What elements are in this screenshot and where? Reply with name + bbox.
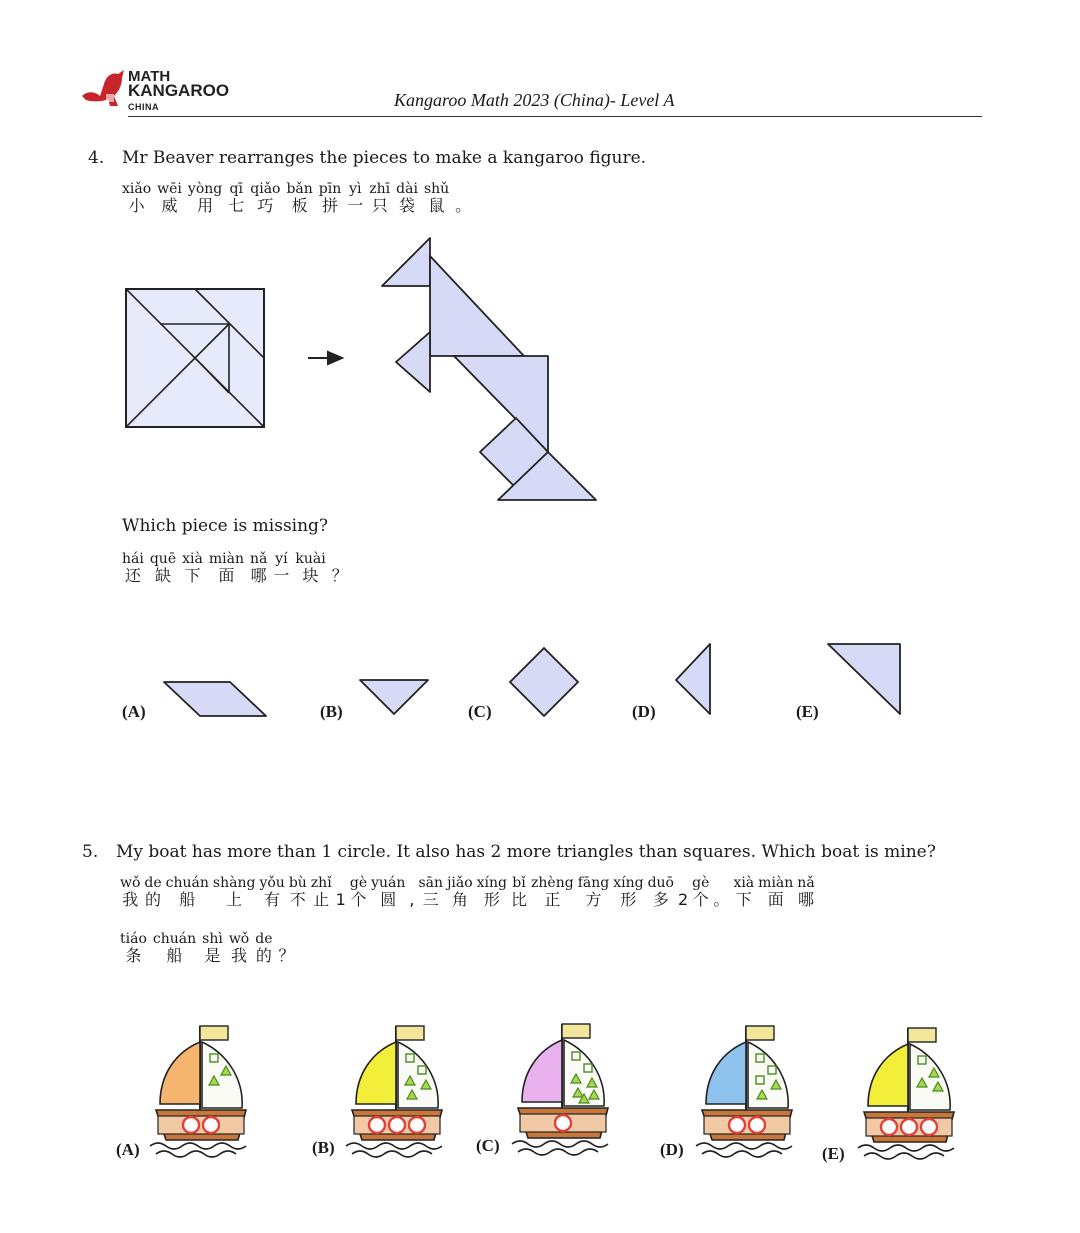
porthole-circle [369, 1117, 385, 1133]
boat-option-a[interactable] [150, 1026, 246, 1157]
q4-option-a-label[interactable]: (A) [122, 702, 146, 721]
flag [396, 1026, 424, 1040]
hanzi: 形 [483, 890, 500, 909]
pinyin: hái [122, 551, 144, 567]
hanzi: 拼 [322, 196, 339, 215]
pinyin: kuài [295, 551, 326, 567]
hanzi: 个 [692, 890, 709, 909]
boat-option-c[interactable] [512, 1024, 608, 1155]
wave [150, 1143, 246, 1149]
pinyin: tiáo [120, 931, 147, 947]
hanzi: 形 [620, 890, 637, 909]
pinyin: fāng [577, 875, 610, 891]
left-sail [356, 1042, 396, 1104]
q5-option-e-label[interactable]: (E) [822, 1144, 845, 1163]
wave [518, 1149, 598, 1155]
page-header-title: Kangaroo Math 2023 (China)- Level A [394, 90, 675, 110]
left-sail [706, 1042, 746, 1104]
porthole-circle [409, 1117, 425, 1133]
hanzi: 只 [371, 196, 388, 215]
q5-option-a-label[interactable]: (A) [116, 1140, 140, 1159]
pinyin: chuán [152, 931, 197, 947]
pinyin: qiǎo [250, 181, 281, 197]
hanzi: 下 [184, 566, 201, 585]
pinyin: qī [229, 181, 243, 197]
pinyin: wǒ [120, 875, 141, 891]
pinyin: de [144, 875, 162, 891]
pinyin: yuán [371, 875, 406, 891]
hanzi: 方 [585, 890, 602, 909]
pinyin: quē [149, 551, 177, 567]
q5-option-c-label[interactable]: (C) [476, 1136, 500, 1155]
pinyin: miàn [758, 875, 794, 891]
question-5-text: My boat has more than 1 circle. It also has 2 more triangles than squares. Which boat is mine? [116, 842, 936, 862]
left-sail [868, 1044, 908, 1106]
wave [702, 1151, 782, 1157]
flag [746, 1026, 774, 1040]
hanzi: 。 [455, 196, 472, 215]
wave [346, 1143, 442, 1149]
hanzi: 正 [544, 890, 561, 909]
q4-option-c-label[interactable]: (C) [468, 702, 492, 721]
hanzi: 比 [511, 890, 528, 909]
hanzi: 面 [218, 566, 235, 585]
q4-option-e-label[interactable]: (E) [796, 702, 819, 721]
pinyin: zhǐ [310, 875, 332, 891]
question-4-prompt: Which piece is missing? [122, 516, 329, 536]
pinyin: zhī [369, 181, 391, 197]
wave [156, 1151, 236, 1157]
question-5-number: 5. [82, 842, 99, 862]
porthole-circle [921, 1119, 937, 1135]
pinyin: de [255, 931, 273, 947]
porthole-circle [729, 1117, 745, 1133]
hull-stripe [158, 1116, 244, 1134]
hanzi: 鼠 [428, 196, 445, 215]
hanzi: 板 [291, 196, 308, 215]
pinyin: xià [733, 875, 755, 891]
pinyin: shì [202, 931, 223, 947]
boat-option-d[interactable] [696, 1026, 792, 1157]
hull-stripe [704, 1116, 790, 1134]
porthole-circle [555, 1115, 571, 1131]
hanzi: 下 [735, 890, 752, 909]
wave [696, 1143, 792, 1149]
right-sail [748, 1042, 788, 1108]
pinyin: xíng [613, 875, 644, 891]
hanzi: 。 [713, 890, 730, 909]
pinyin: yì [349, 181, 362, 197]
wave [864, 1153, 944, 1159]
hanzi: 2 [677, 890, 689, 909]
hanzi: 的 [255, 946, 272, 965]
left-sail [160, 1042, 200, 1104]
hanzi: 不 [289, 890, 306, 909]
porthole-circle [749, 1117, 765, 1133]
pinyin: sān [418, 875, 444, 891]
hanzi: 船 [179, 890, 196, 909]
pinyin: wǒ [228, 931, 250, 947]
question-4-text: Mr Beaver rearranges the pieces to make a kangaroo figure. [122, 148, 647, 168]
porthole-circle [901, 1119, 917, 1135]
pinyin: xiǎo [122, 181, 152, 197]
hanzi: 一 [347, 196, 364, 215]
pinyin: dài [396, 181, 418, 197]
porthole-circle [183, 1117, 199, 1133]
pinyin: jiǎo [447, 875, 473, 891]
hanzi: 有 [264, 890, 281, 909]
pinyin: bǐ [512, 875, 526, 891]
q5-option-b-label[interactable]: (B) [312, 1138, 335, 1157]
left-sail [522, 1040, 562, 1102]
hanzi: 角 [451, 890, 468, 909]
hanzi: 是 [204, 946, 221, 965]
pinyin: yí [275, 551, 288, 567]
pinyin: shǔ [423, 181, 450, 197]
hanzi: 圆 [380, 890, 397, 909]
pinyin: gè [349, 875, 368, 891]
flag [908, 1028, 936, 1042]
hanzi: 1 [335, 890, 346, 909]
hanzi: 船 [166, 946, 183, 965]
hanzi: 的 [145, 890, 162, 909]
question-4-number: 4. [88, 148, 105, 168]
hanzi: 小 [128, 196, 145, 215]
porthole-circle [389, 1117, 405, 1133]
pinyin: wēi [157, 181, 182, 197]
flag [200, 1026, 228, 1040]
pinyin: zhèng [531, 875, 574, 891]
pinyin: duō [647, 875, 674, 891]
hanzi: 我 [122, 890, 139, 909]
wave [512, 1141, 608, 1147]
porthole-circle [881, 1119, 897, 1135]
pinyin: chuán [165, 875, 209, 891]
hanzi: , [409, 890, 415, 909]
hanzi: 巧 [257, 196, 274, 215]
pinyin: nǎ [249, 551, 268, 567]
hanzi: 袋 [399, 196, 416, 215]
pinyin: shàng [212, 875, 256, 891]
pinyin: miàn [208, 551, 244, 567]
hanzi: 面 [767, 890, 784, 909]
boat-option-e[interactable] [858, 1028, 954, 1159]
hanzi: 三 [422, 890, 439, 909]
hanzi: 还 [124, 566, 141, 585]
hanzi: 哪 [797, 890, 814, 909]
logo-line-math: MATH [128, 68, 171, 85]
boat-option-b[interactable] [346, 1026, 442, 1157]
hanzi: 止 [313, 890, 330, 909]
q4-option-d-label[interactable]: (D) [632, 702, 656, 721]
logo-line-china: CHINA [128, 102, 159, 112]
q5-option-d-label[interactable]: (D) [660, 1140, 684, 1159]
hanzi: 块 [302, 566, 319, 585]
pinyin: yǒu [259, 875, 285, 891]
porthole-circle [203, 1117, 219, 1133]
hanzi: ？ [278, 946, 295, 965]
pinyin: xià [182, 551, 203, 567]
hanzi: 上 [226, 890, 243, 909]
q4-option-b-label[interactable]: (B) [320, 702, 343, 721]
hanzi: 用 [197, 196, 214, 215]
pinyin: xíng [476, 875, 508, 891]
wave [858, 1145, 954, 1151]
right-sail [398, 1042, 438, 1108]
hanzi: 条 [125, 946, 142, 965]
pinyin: nǎ [797, 875, 815, 891]
hanzi: 七 [228, 196, 245, 215]
hanzi: 个 [350, 890, 367, 909]
pinyin: bù [288, 875, 307, 891]
hanzi: 多 [652, 890, 669, 909]
hanzi: 一 [273, 566, 290, 585]
pinyin: pīn [318, 181, 342, 197]
pinyin: bǎn [286, 181, 313, 197]
hanzi: 缺 [154, 566, 171, 585]
logo-line-kangaroo: KANGAROO [128, 81, 230, 100]
wave [352, 1151, 432, 1157]
hanzi: 威 [161, 196, 178, 215]
pinyin: yòng [187, 181, 223, 197]
pinyin: gè [692, 875, 710, 891]
hanzi: 我 [231, 946, 248, 965]
hanzi: ？ [331, 566, 348, 585]
hanzi: 哪 [250, 566, 267, 585]
flag [562, 1024, 590, 1038]
